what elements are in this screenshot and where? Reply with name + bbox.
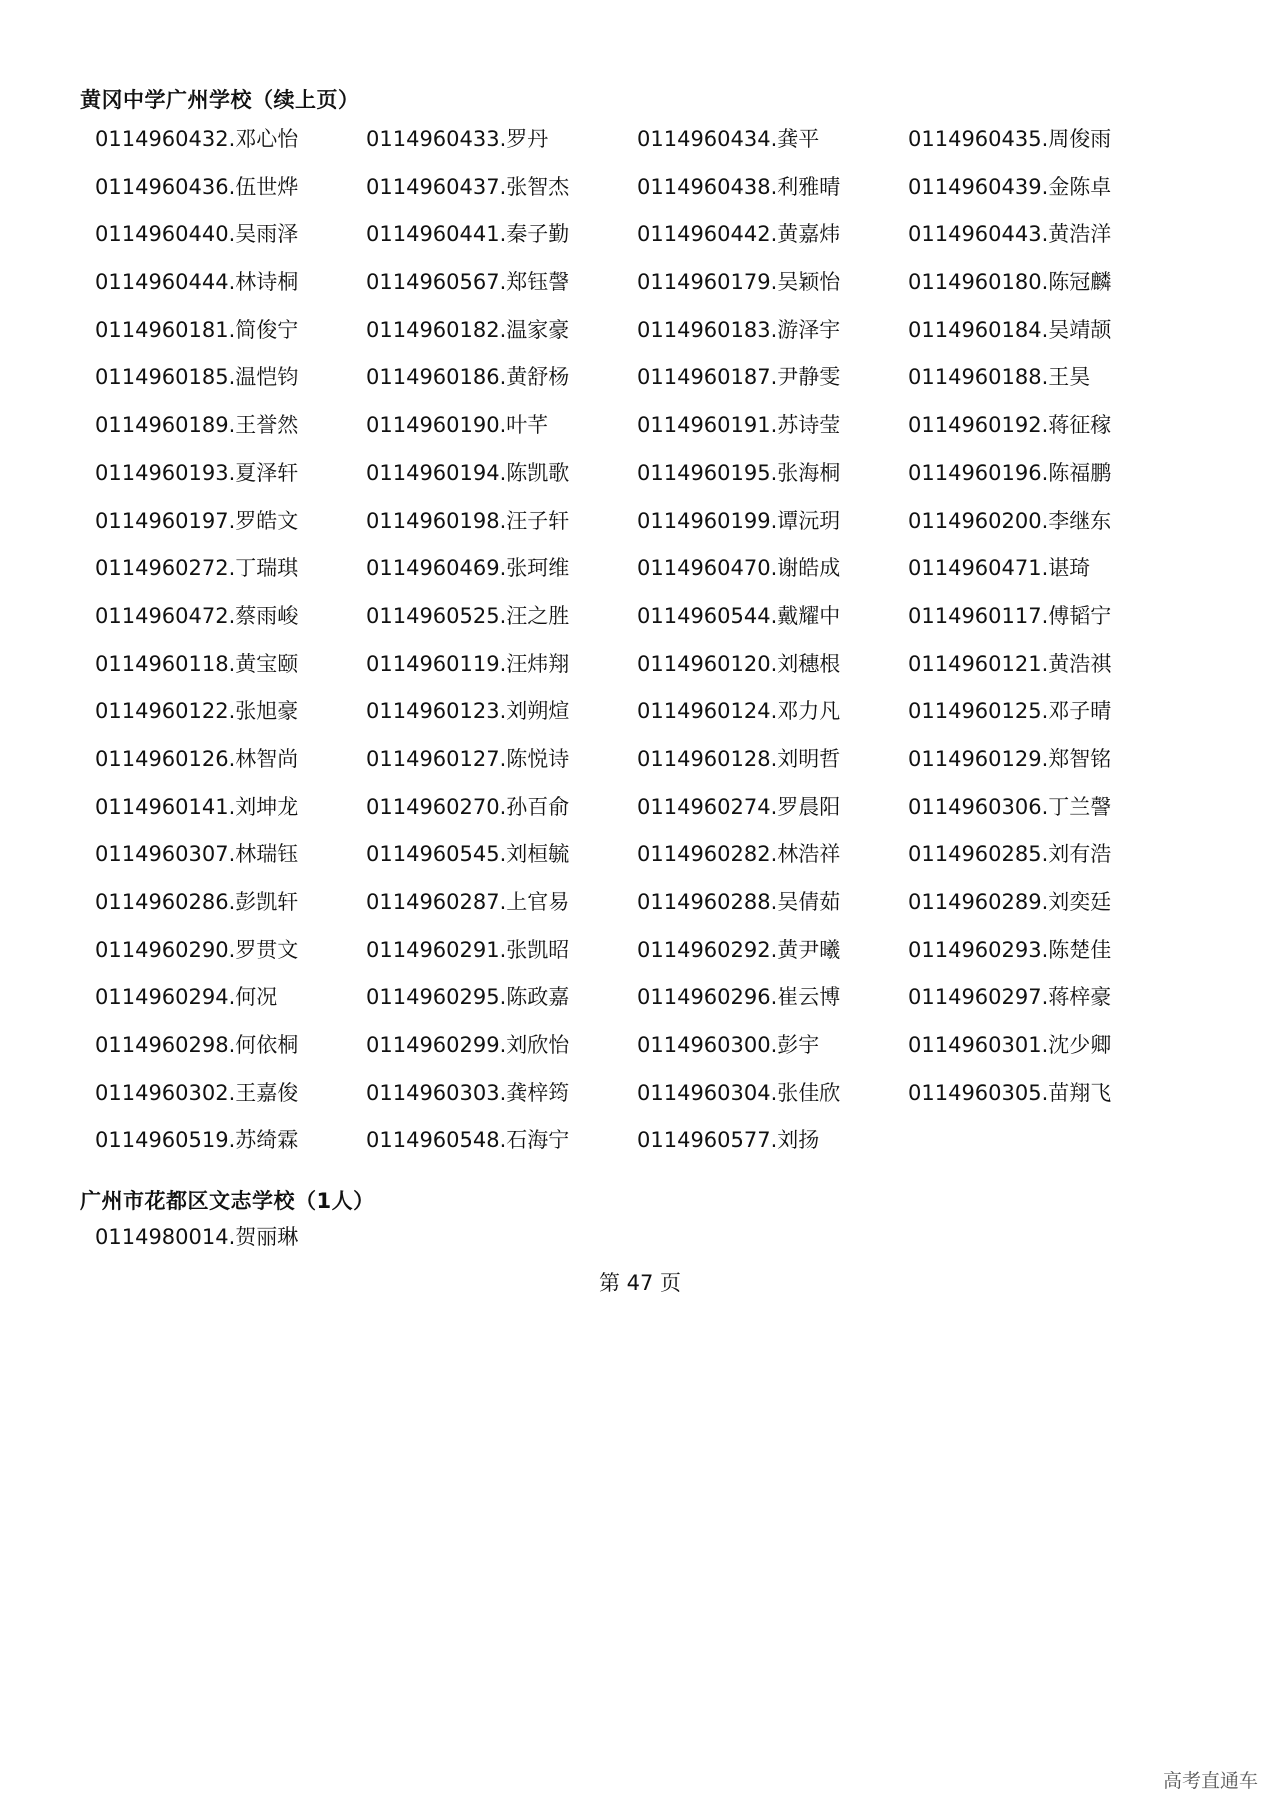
student-entry: 0114960290.罗贯文 xyxy=(95,937,299,962)
table-row xyxy=(95,116,1179,164)
student-entry: 0114960298.何依桐 xyxy=(95,1033,299,1058)
table-row xyxy=(95,688,1179,736)
student-entry: 0114960127.陈悦诗 xyxy=(366,746,570,771)
student-entry: 0114960440.吴雨泽 xyxy=(95,222,299,247)
student-entry: 0114960291.张凯昭 xyxy=(366,937,570,962)
student-entry: 0114960186.黄舒杨 xyxy=(366,365,570,390)
student-list-wenzhi xyxy=(95,1214,1179,1262)
table-row xyxy=(95,784,1179,832)
student-entry xyxy=(637,1214,908,1262)
student-entry: 0114960471.谌琦 xyxy=(908,556,1091,581)
student-entry: 0114960200.李继东 xyxy=(908,508,1112,533)
table-row xyxy=(95,164,1179,212)
student-entry: 0114960439.金陈卓 xyxy=(908,174,1112,199)
student-entry: 0114960141.刘坤龙 xyxy=(95,794,299,819)
student-entry: 0114960188.王昊 xyxy=(908,365,1091,390)
student-entry: 0114960187.尹静雯 xyxy=(637,365,841,390)
student-entry: 0114960179.吴颖怡 xyxy=(637,270,841,295)
section-title-wenzhi: 广州市花都区文志学校（1人） xyxy=(80,1189,375,1213)
student-entry: 0114960193.夏泽轩 xyxy=(95,460,299,485)
student-entry: 0114960470.谢皓成 xyxy=(637,556,841,581)
student-entry: 0114960304.张佳欣 xyxy=(637,1080,841,1105)
table-row xyxy=(95,831,1179,879)
student-entry: 0114960441.秦子勤 xyxy=(366,222,570,247)
table-row xyxy=(95,736,1179,784)
table-row xyxy=(95,211,1179,259)
student-entry: 0114960303.龚梓筠 xyxy=(366,1080,570,1105)
student-entry: 0114960432.邓心怡 xyxy=(95,127,299,151)
student-entry: 0114960274.罗晨阳 xyxy=(637,794,841,819)
student-entry: 0114960292.黄尹曦 xyxy=(637,937,841,962)
student-entry: 0114960124.邓力凡 xyxy=(637,699,841,724)
student-entry: 0114960548.石海宁 xyxy=(366,1128,570,1153)
student-entry: 0114960297.蒋梓豪 xyxy=(908,985,1112,1010)
student-entry: 0114960437.张智杰 xyxy=(366,174,570,199)
student-entry: 0114960435.周俊雨 xyxy=(908,127,1112,151)
page-number: 第 47 页 xyxy=(598,1271,682,1295)
student-entry: 0114960302.王嘉俊 xyxy=(95,1080,299,1105)
student-entry: 0114960307.林瑞钰 xyxy=(95,842,299,867)
student-entry: 0114960469.张珂维 xyxy=(366,556,570,581)
student-entry: 0114960185.温恺钧 xyxy=(95,365,299,390)
student-entry: 0114960192.蒋征稼 xyxy=(908,413,1112,438)
student-entry: 0114960282.林浩祥 xyxy=(637,842,841,867)
student-entry: 0114960544.戴耀中 xyxy=(637,603,841,628)
student-entry: 0114960184.吴靖颉 xyxy=(908,317,1112,342)
student-entry: 0114960199.谭沅玥 xyxy=(637,508,841,533)
table-row xyxy=(95,545,1179,593)
student-entry: 0114960183.游泽宇 xyxy=(637,317,841,342)
student-entry: 0114960182.温家豪 xyxy=(366,317,570,342)
student-entry: 0114960287.上官易 xyxy=(366,890,570,914)
student-list-huanggang xyxy=(95,116,1179,1165)
student-entry xyxy=(366,1214,637,1262)
student-entry: 0114960434.龚平 xyxy=(637,127,820,151)
student-entry: 0114960436.伍世烨 xyxy=(95,174,299,199)
table-row xyxy=(95,974,1179,1022)
table-row xyxy=(95,593,1179,641)
section-title-huanggang: 黄冈中学广州学校（续上页） xyxy=(80,88,360,112)
student-entry: 0114960444.林诗桐 xyxy=(95,270,299,295)
student-entry: 0114960197.罗皓文 xyxy=(95,508,299,533)
table-row xyxy=(95,402,1179,450)
student-entry: 0114960519.苏绮霖 xyxy=(95,1128,299,1153)
student-entry: 0114960472.蔡雨峻 xyxy=(95,603,299,628)
student-entry: 0114960118.黄宝颐 xyxy=(95,651,299,676)
student-entry: 0114960567.郑钰謦 xyxy=(366,270,570,295)
student-entry: 0114960525.汪之胜 xyxy=(366,603,570,628)
student-entry: 0114960295.陈政嘉 xyxy=(366,985,570,1010)
student-entry: 0114960301.沈少卿 xyxy=(908,1033,1112,1058)
student-entry: 0114960442.黄嘉炜 xyxy=(637,222,841,247)
table-row xyxy=(95,879,1179,927)
student-entry: 0114960270.孙百俞 xyxy=(366,794,570,819)
table-row xyxy=(95,927,1179,975)
student-entry: 0114960194.陈凯歌 xyxy=(366,460,570,485)
watermark-text: 高考直通车 xyxy=(1162,1770,1258,1792)
student-entry: 0114960305.苗翔飞 xyxy=(908,1080,1112,1105)
table-row xyxy=(95,1117,1179,1165)
table-row xyxy=(95,354,1179,402)
student-entry: 0114960198.汪子轩 xyxy=(366,508,570,533)
table-row xyxy=(95,1022,1179,1070)
student-entry: 0114960294.何况 xyxy=(95,985,278,1010)
student-entry: 0114960577.刘扬 xyxy=(637,1128,820,1153)
student-entry: 0114960128.刘明哲 xyxy=(637,746,841,771)
student-entry: 0114960272.丁瑞琪 xyxy=(95,556,299,581)
student-entry: 0114960196.陈福鹏 xyxy=(908,460,1112,485)
student-entry: 0114960299.刘欣怡 xyxy=(366,1033,570,1058)
table-row xyxy=(95,641,1179,689)
table-row xyxy=(95,1214,1179,1262)
student-entry: 0114960306.丁兰謦 xyxy=(908,794,1112,819)
student-entry xyxy=(908,1214,1179,1262)
student-entry: 0114960545.刘桓毓 xyxy=(366,842,570,867)
student-entry: 0114960120.刘穗根 xyxy=(637,651,841,676)
student-entry: 0114960181.简俊宁 xyxy=(95,317,299,342)
student-entry: 0114960195.张海桐 xyxy=(637,460,841,485)
table-row xyxy=(95,259,1179,307)
student-entry: 0114960180.陈冠麟 xyxy=(908,270,1112,295)
student-entry: 0114960296.崔云博 xyxy=(637,985,841,1010)
student-entry: 0114960285.刘有浩 xyxy=(908,842,1112,867)
student-entry: 0114960293.陈楚佳 xyxy=(908,937,1112,962)
student-entry: 0114960438.利雅晴 xyxy=(637,174,841,199)
student-entry: 0114960189.王誉然 xyxy=(95,413,299,438)
student-entry: 0114960190.叶芊 xyxy=(366,413,549,438)
student-entry: 0114960122.张旭豪 xyxy=(95,699,299,724)
student-entry: 0114960126.林智尚 xyxy=(95,746,299,771)
student-entry: 0114960117.傅韬宁 xyxy=(908,603,1112,628)
student-entry: 0114960286.彭凯轩 xyxy=(95,890,299,914)
student-entry: 0114960125.邓子晴 xyxy=(908,699,1112,724)
student-entry: 0114960443.黄浩洋 xyxy=(908,222,1112,247)
student-entry: 0114960288.吴倩茹 xyxy=(637,890,841,914)
student-entry: 0114960123.刘朔煊 xyxy=(366,699,570,724)
table-row xyxy=(95,1070,1179,1118)
student-entry: 0114960300.彭宇 xyxy=(637,1033,820,1058)
table-row xyxy=(95,450,1179,498)
table-row xyxy=(95,307,1179,355)
student-entry: 0114980014.贺丽琳 xyxy=(95,1225,299,1249)
student-entry: 0114960119.汪炜翔 xyxy=(366,651,570,676)
student-entry: 0114960129.郑智铭 xyxy=(908,746,1112,771)
table-row xyxy=(95,498,1179,546)
student-entry: 0114960191.苏诗莹 xyxy=(637,413,841,438)
student-entry: 0114960121.黄浩祺 xyxy=(908,651,1112,676)
student-entry xyxy=(908,1117,1179,1165)
student-entry: 0114960289.刘奕廷 xyxy=(908,890,1112,914)
student-entry: 0114960433.罗丹 xyxy=(366,127,549,151)
